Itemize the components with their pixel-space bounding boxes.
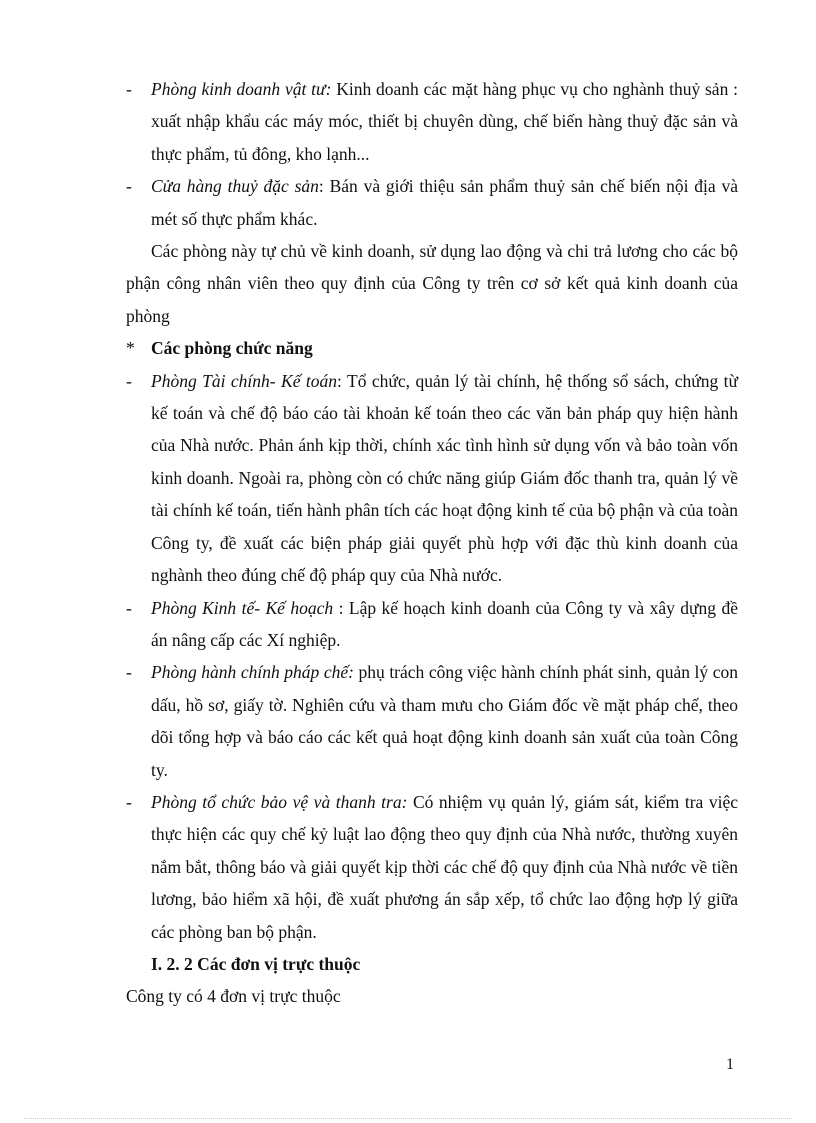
item-text: : Tổ chức, quản lý tài chính, hệ thống sổ sách, chứng từ kế toán và chế độ báo cáo tài khoản kế toán theo các văn bản pháp quy hiện hành của Nhà nước. Phản ánh kịp thời, chính xác tình hình sử dụng vốn và bảo toàn vốn kinh doanh. Ngoài ra, phòng còn có chức năng giúp Giám đốc thanh tra, quản lý về tài chính kế toán, tiến hành phân tích các hoạt động kinh tế của bộ phận và của toàn Công ty, đề xuất các biện pháp giải quyết phù hợp với đặc thù kinh doanh của nghành theo đúng chế độ pháp quy của Nhà nước. [151,370,738,586]
item-text: : Bán và giới thiệu sản phẩm thuỷ sản chế biến nội địa và mét số thực phẩm khác. [151,176,738,229]
list-item-to-chuc-bao-ve [126,786,738,948]
list-item-kinh-te-ke-hoach [126,592,738,657]
item-term: Cửa hàng thuỷ đặc sản [151,176,319,197]
closing-line: Công ty có 4 đơn vị trực thuộc [126,986,341,1007]
item-term: Phòng hành chính pháp chế: [151,662,354,683]
list-bullet: - [126,176,132,197]
list-item-tai-chinh-ke-toan [126,365,738,592]
item-term: Phòng Tài chính- Kế toán [151,370,338,391]
item-term: Phòng tổ chức bảo vệ và thanh tra: [151,791,408,812]
list-item-hanh-chinh-phap-che [126,656,738,786]
item-term: Phòng Kinh tế- Kế hoạch [151,597,334,618]
item-text: Có nhiệm vụ quản lý, giám sát, kiểm tra việc thực hiện các quy chế kỷ luật lao động theo quy định của Nhà nước, thường xuyên nắm bắt, thông báo và giải quyết kịp thời các chế độ quy định của Nhà nước về tiền lương, bảo hiểm xã hội, đề xuất phương án sắp xếp, tổ chức lao động hợp lý giữa các phòng ban bộ phận. [151,791,738,942]
section-bullet: * [126,338,135,359]
item-text: phụ trách công việc hành chính phát sinh, quản lý con dấu, hồ sơ, giấy tờ. Nghiên cứu và tham mưu cho Giám đốc về mặt pháp chế, theo dõi tổng hợp và báo cáo các kết quả hoạt động kinh doanh sản xuất của toàn Công ty. [151,662,738,780]
list-bullet: - [126,662,132,683]
body-paragraph: Các phòng này tự chủ về kinh doanh, sử dụng lao động và chi trả lương cho các bộ phận công nhân viên theo quy định của Công ty trên cơ sở kết quả kinh doanh của phòng [126,241,738,326]
list-item-kinh-doanh-vat-tu [126,73,738,170]
list-item-cua-hang-thuy-dac-san [126,170,738,235]
body-text [126,73,738,1013]
list-bullet: - [126,370,132,391]
list-bullet: - [126,791,132,812]
item-term: Phòng kinh doanh vật tư: [151,79,332,99]
item-text: Kinh doanh các mặt hàng phục vụ cho nghành thuỷ sản : xuất nhập khẩu các máy móc, thiết bị chuyên dùng, chế biến hàng thuỷ đặc sản và thực phẩm, tủ đông, kho lạnh... [151,79,738,164]
list-bullet: - [126,597,132,618]
section-heading [126,332,738,364]
subsection-heading: I. 2. 2 Các đơn vị trực thuộc [151,953,361,974]
footer-divider [24,1118,792,1119]
item-text: : Lập kế hoạch kinh doanh của Công ty và xây dựng đề án nâng cấp các Xí nghiệp. [151,597,738,650]
list-bullet: - [126,79,132,99]
section-title: Các phòng chức năng [151,338,313,359]
page-number: 1 [726,1056,734,1073]
